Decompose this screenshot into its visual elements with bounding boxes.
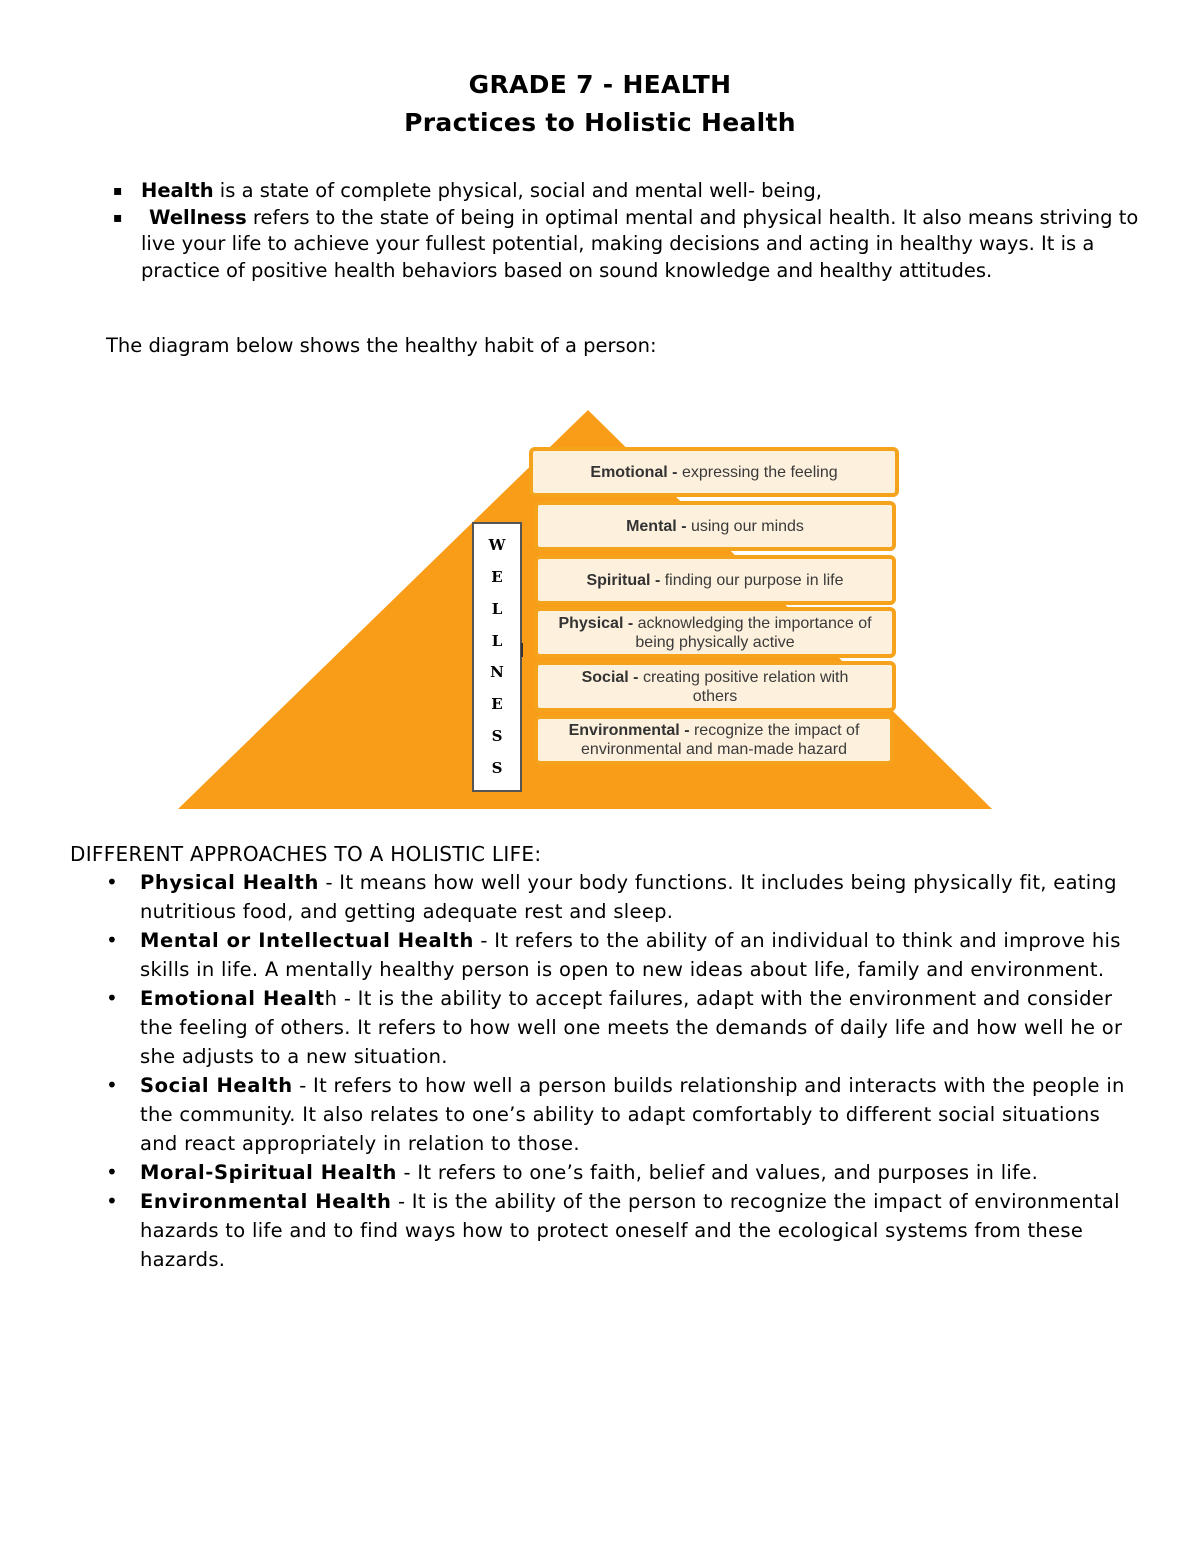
approach-social [106,1071,1140,1158]
intro-list [113,178,1143,284]
level-desc: acknowledging the importance of being physically active [635,614,872,651]
term: Social Health [140,1074,293,1097]
level-environmental [534,715,894,765]
connector-mark [521,643,523,657]
level-desc: expressing the feeling [681,463,838,481]
definition: is a state of complete physical, social and mental well- being, [213,179,822,202]
approach-emotional [106,984,1140,1071]
description: - It is the ability of the person to recognize the impact of environmental hazards to life and to find ways how to protect oneself and the ecological systems from these hazards. [140,1190,1120,1271]
term: Wellness [149,205,247,229]
diagram-lead-text: The diagram below shows the healthy habit of a person: [106,334,657,357]
term: Moral-Spiritual Health [140,1161,397,1184]
approaches-list [106,868,1140,1274]
level-sep: - [679,722,694,739]
level-desc: using our minds [690,517,804,535]
term: Environmental Health [140,1190,392,1213]
level-desc: creating positive relation with others [642,668,849,705]
approach-environmental [106,1187,1140,1274]
level-social [534,661,896,712]
approaches-heading: DIFFERENT APPROACHES TO A HOLISTIC LIFE: [70,842,542,866]
term: Health [141,179,214,202]
level-name: Environmental [568,722,680,739]
definition: refers to the state of being in optimal mental and physical health. It also means striving to live your life to achieve your fullest potential, making decisions and acting in healthy ways. It is a practice of positive health behaviors based on sound knowledge and healthy attitudes. [141,205,1139,282]
description: - It refers to how well a person builds relationship and interacts with the people in the community. It also relates to one’s ability to adapt comfortably to different social situations and react appropriately in relation to those. [140,1074,1125,1155]
bullet: • [106,1073,119,1097]
term: Physical Health [140,871,319,894]
level-name: Spiritual [586,571,651,589]
page-subtitle: Practices to Holistic Health [404,108,796,137]
level-desc: recognize the impact of environmental and man-made hazard [581,722,860,758]
letter: S [491,758,503,777]
level-spiritual [534,555,896,605]
level-desc: finding our purpose in life [664,571,844,589]
term: Mental or Intellectual Health [140,929,474,952]
description: - It refers to the ability of an individual to think and improve his skills in life. A mentally healthy person is open to new ideas about life, family and environment. [140,929,1121,981]
level-sep: - [667,463,682,481]
letter: L [491,599,503,618]
level-sep: - [650,571,665,589]
level-emotional [529,447,899,497]
letter: L [491,631,503,650]
bullet: ▪ [113,209,123,226]
level-mental [534,501,896,551]
letter: E [491,568,503,587]
bullet: ▪ [113,183,123,199]
letter: E [491,695,503,714]
level-name: Social [581,668,629,686]
level-sep: - [628,668,643,686]
level-name: Physical [558,614,624,632]
intro-item-wellness [113,205,1143,285]
bullet: • [106,1160,119,1184]
level-sep: - [623,614,638,632]
description: - It refers to one’s faith, belief and values, and purposes in life. [396,1161,1039,1184]
approach-physical [106,868,1140,926]
intro-item-health [113,178,1143,205]
letter: W [488,536,506,555]
letter: N [490,663,504,682]
level-physical [534,607,896,658]
bullet: • [106,928,119,952]
level-name: Mental [626,517,677,535]
approach-mental [106,926,1140,984]
term: Emotional Healt [140,987,325,1010]
letter: S [491,726,503,745]
description: - It means how well your body functions. It includes being physically fit, eating nutritious food, and getting adequate rest and sleep. [140,871,1117,923]
bullet: • [106,870,119,894]
level-name: Emotional [590,463,668,481]
description: h - It is the ability to accept failures, adapt with the environment and consider the feeling of others. It refers to how well one meets the demands of daily life and how well he or she adjusts to a new situation. [140,987,1123,1068]
bullet: • [106,1189,119,1213]
level-sep: - [676,517,691,535]
page-title: GRADE 7 - HEALTH [468,70,732,99]
wellness-letter-column [472,522,522,792]
bullet: • [106,986,119,1010]
approach-moral-spiritual [106,1158,1140,1187]
